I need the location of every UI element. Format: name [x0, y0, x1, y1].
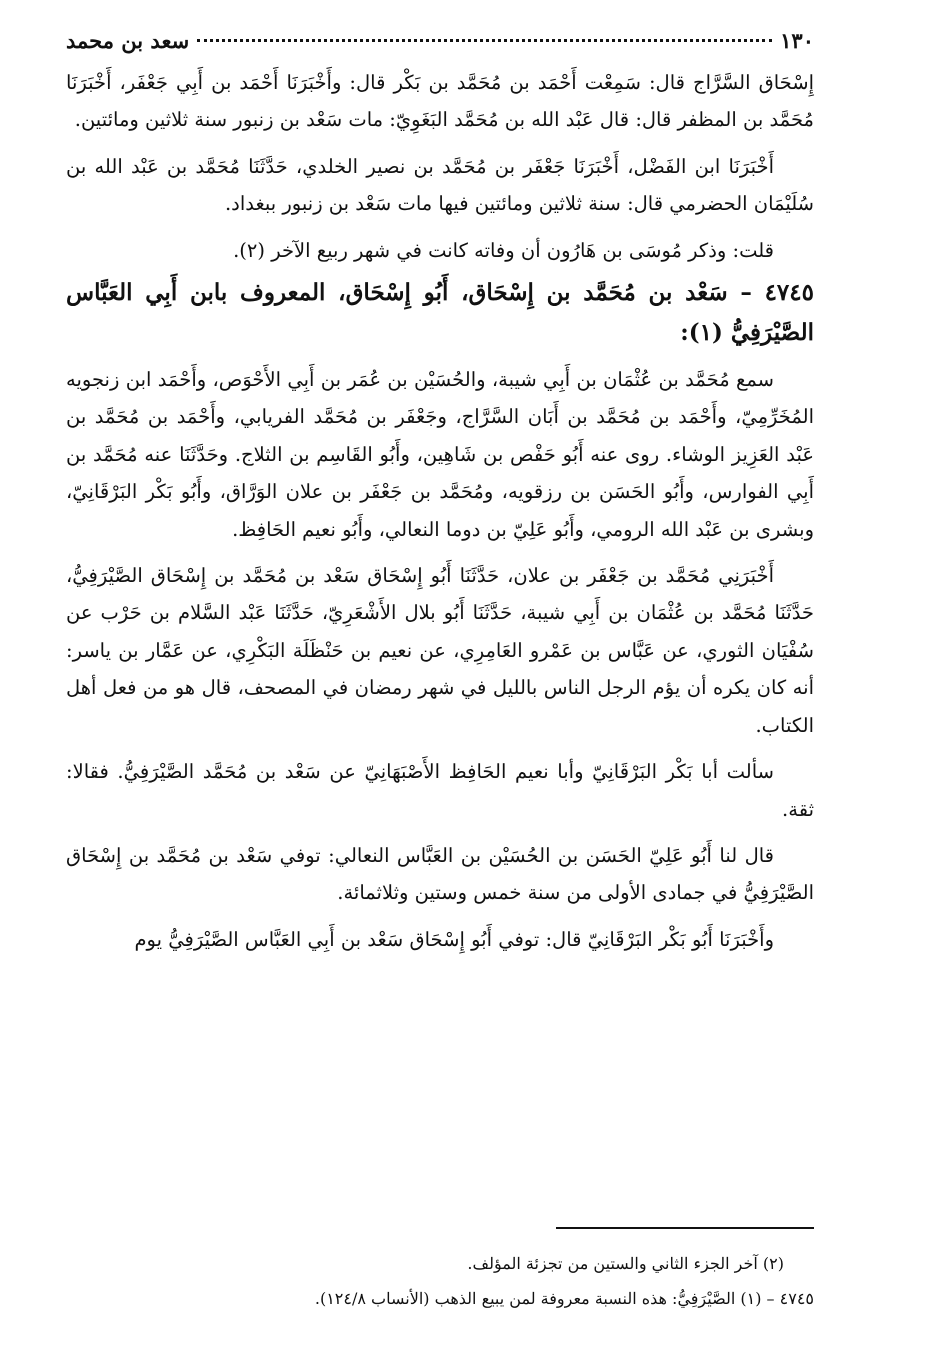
- page-number: ١٣٠: [780, 28, 814, 53]
- entry-paragraph: سألت أبا بَكْر البَرْقَانِيّ وأبا نعيم الحَافِظ الأَصْبَهَانِيّ عن سَعْد بن مُحَمَّد الصَّيْرَفِيُّ. فقالا: ثقة.: [66, 760, 814, 821]
- header-dot-leader: [197, 39, 772, 42]
- paragraph: أَخْبَرَنَا ابن الفَضْل، أَخْبَرَنَا جَعْفَر بن مُحَمَّد بن نصير الخلدي، حَدَّثَنَا مُحَمَّد بن عَبْد الله بن سُلَيْمَان الحضرمي قال: سنة ثلاثين ومائتين فيها مات سَعْد بن زنبور ببغداد.: [66, 154, 814, 216]
- footnote: ٤٧٤٥ – (١) الصَّيْرَفِيُّ: هذه النسبة معروفة لمن يبيع الذهب (الأنساب ١٢٤/٨).: [314, 1289, 814, 1308]
- paragraph: قلت: وذكر مُوسَى بن هَارُون أن وفاته كانت في شهر ربيع الآخر (٢).: [233, 238, 774, 262]
- entry-heading: ٤٧٤٥ – سَعْد بن مُحَمَّد بن إِسْحَاق، أَبُو إِسْحَاق، المعروف بابن أَبِي العَبَّاس الصَّيْرَفِيُّ (١):: [66, 279, 814, 347]
- entry-paragraph: أَخْبَرَنِي مُحَمَّد بن جَعْفَر بن علان، حَدَّثَنَا أَبُو إِسْحَاق سَعْد بن مُحَمَّد بن إِسْحَاق الصَّيْرَفِيُّ، حَدَّثَنَا مُحَمَّد بن عُثْمَان بن أَبِي شيبة، حَدَّثَنَا أَبُو بلال الأَشْعَرِيّ، حَدَّثَنَا عَبْد السَّلام بن حَرْب عن سُفْيَان الثوري، عن عَبَّاس بن عَمْرو العَامِرِي، عن نعيم بن حَنْظَلَة البَكْرِي، عن عَمَّار بن ياسر: أنه كان يكره أن يؤم الرجل الناس بالليل في شهر رمضان في المصحف، قال هو من فعل أهل الكتاب.: [66, 564, 815, 737]
- footnote-divider: [556, 1227, 814, 1229]
- entry-paragraph: قال لنا أَبُو عَلِيّ الحَسَن بن الحُسَيْن بن العَبَّاس النعالي: توفي سَعْد بن مُحَمَّد بن إِسْحَاق الصَّيْرَفِيُّ في جمادى الأولى من سنة خمس وستين وثلاثمائة.: [66, 843, 814, 905]
- paragraph: إِسْحَاق السَّرَّاج قال: سَمِعْت أَحْمَد بن مُحَمَّد بن بَكْر قال: وأَخْبَرَنَا أَحْمَد بن أَبِي جَعْفَر، أَخْبَرَنَا مُحَمَّد بن المظفر قال: قال عَبْد الله بن مُحَمَّد البَغَوِيّ: مات سَعْد بن زنبور سنة ثلاثين ومائتين.: [66, 71, 814, 132]
- book-page: [66, 28, 814, 1338]
- running-title: سعد بن محمد: [66, 28, 190, 53]
- footnote: (٢) آخر الجزء الثاني والستين من تجزئة المؤلف.: [467, 1254, 784, 1273]
- page-header: [66, 28, 814, 64]
- footnotes: [66, 1246, 814, 1316]
- body-text: [66, 64, 814, 958]
- entry-paragraph: سمع مُحَمَّد بن عُثْمَان بن أَبِي شيبة، والحُسَيْن بن عُمَر بن أَبِي الأَحْوَص، وأَحْمَد ابن زنجويه المُخَرِّمِيّ، وأَحْمَد بن مُحَمَّد بن أَبَان السَّرَّاج، وجَعْفَر بن مُحَمَّد الفريابي، وأَحْمَد بن مُحَمَّد بن عَبْد العَزِيز الوشاء. روى عنه أَبُو حَفْص بن شَاهِين، وأَبُو القَاسِم بن الثلاج. وحَدَّثَنَا عنه مُحَمَّد بن أَبِي الفوارس، وأَبُو الحَسَن بن رزقويه، ومُحَمَّد بن جَعْفَر بن علان الوَرَّاق، وأَبُو بَكْر البَرْقَانِيّ، وبشرى بن عَبْد الله الرومي، وأَبُو عَلِيّ بن دوما النعالي، وأَبُو نعيم الحَافِظ.: [66, 368, 814, 541]
- entry-paragraph: وأَخْبَرَنَا أَبُو بَكْر البَرْقَانِيّ قال: توفي أَبُو إِسْحَاق سَعْد بن أَبِي العَبَّاس الصَّيْرَفِيُّ يوم: [134, 927, 774, 951]
